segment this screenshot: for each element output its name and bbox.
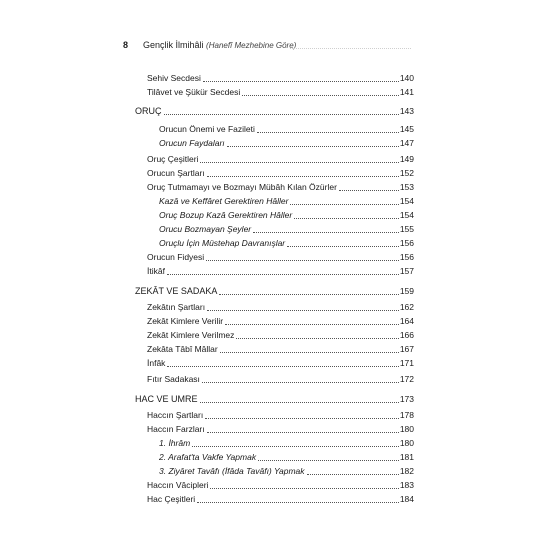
- book-title: Gençlik İlmihâli: [143, 40, 204, 50]
- dot-leader: [205, 418, 399, 419]
- dot-leader: [242, 95, 399, 96]
- toc-entry-page: 184: [399, 494, 414, 504]
- toc-entry-page: 149: [399, 154, 414, 164]
- toc-entry-page: 155: [399, 224, 414, 234]
- toc-entry: [159, 237, 414, 249]
- toc-entry-page: 147: [399, 138, 414, 148]
- dot-leader: [207, 176, 399, 177]
- toc-entry-page: 159: [399, 286, 414, 296]
- toc-entry-page: 173: [399, 394, 414, 404]
- toc-entry: [147, 493, 414, 505]
- toc-entry-label: Orucu Bozmayan Şeyler: [159, 224, 252, 234]
- toc-entry-label: Fıtır Sadakası: [147, 374, 200, 384]
- toc-entry: [159, 223, 414, 235]
- dot-leader: [207, 310, 399, 311]
- dot-leader: [287, 246, 399, 247]
- toc-entry-label: Haccın Vâcipleri: [147, 480, 209, 490]
- toc-entry: [159, 195, 414, 207]
- toc-entry-page: 183: [399, 480, 414, 490]
- toc-entry: [147, 167, 414, 179]
- dot-leader: [202, 382, 399, 383]
- dot-leader: [219, 294, 398, 295]
- toc-entry: [147, 315, 414, 327]
- toc-entry-label: Zekât Kimlere Verilir: [147, 316, 224, 326]
- dot-leader: [290, 204, 398, 205]
- toc-entry-label: Oruç Tutmamayı ve Bozmayı Mübâh Kılan Özürler: [147, 182, 337, 192]
- toc-entry-label: Tilâvet ve Şükür Secdesi: [147, 87, 241, 97]
- toc-entry: [159, 209, 414, 221]
- toc-entry-page: 181: [399, 452, 414, 462]
- toc-entry-label: Zekât Kimlere Verilmez: [147, 330, 235, 340]
- toc-entry-page: 143: [399, 106, 414, 116]
- toc-entry-label: Hac Çeşitleri: [147, 494, 196, 504]
- toc-entry-label: Sehiv Secdesi: [147, 73, 201, 83]
- dot-leader: [236, 338, 398, 339]
- dot-leader: [227, 146, 399, 147]
- toc-entry-label: ORUÇ: [135, 106, 162, 116]
- toc-entry-page: 157: [399, 266, 414, 276]
- toc-entry-page: 166: [399, 330, 414, 340]
- dot-leader: [258, 460, 399, 461]
- dot-leader: [225, 324, 399, 325]
- toc-entry-label: Haccın Farzları: [147, 424, 205, 434]
- toc-entry: [159, 451, 414, 463]
- dot-leader: [197, 502, 399, 503]
- toc-entry: [159, 465, 414, 477]
- dot-leader: [339, 190, 399, 191]
- toc-entry-label: Oruç Bozup Kazâ Gerektiren Hâller: [159, 210, 293, 220]
- dot-leader: [207, 432, 399, 433]
- toc-entry-page: 162: [399, 302, 414, 312]
- dot-leader: [167, 274, 399, 275]
- toc-entry-page: 154: [399, 210, 414, 220]
- dot-leader: [307, 474, 399, 475]
- toc-entry-page: 164: [399, 316, 414, 326]
- toc-entry: [147, 479, 414, 491]
- toc-entry: [147, 357, 414, 369]
- toc-entry: [147, 153, 414, 165]
- dot-leader: [220, 352, 399, 353]
- toc-entry-page: 180: [399, 424, 414, 434]
- toc-entry-page: 180: [399, 438, 414, 448]
- toc-entry-label: Oruç Çeşitleri: [147, 154, 199, 164]
- toc-entry: [147, 265, 414, 277]
- toc-entry-label: Haccın Şartları: [147, 410, 204, 420]
- toc-entry: [135, 105, 414, 117]
- toc-entry: [147, 86, 414, 98]
- toc-entry: [147, 72, 414, 84]
- toc-entry: [147, 301, 414, 313]
- toc-entry: [159, 137, 414, 149]
- dot-leader: [164, 114, 399, 115]
- toc-entry-page: 154: [399, 196, 414, 206]
- toc-entry: [147, 181, 414, 193]
- toc-entry-label: Zekâta Tâbî Mâllar: [147, 344, 218, 354]
- dot-leader: [200, 162, 398, 163]
- toc-entry-page: 156: [399, 238, 414, 248]
- dot-leader: [192, 446, 399, 447]
- toc-entry: [147, 329, 414, 341]
- toc-entry-label: Zekâtın Şartları: [147, 302, 206, 312]
- page-number: 8: [123, 40, 129, 50]
- toc-entry-page: 182: [399, 466, 414, 476]
- toc-entry: [159, 123, 414, 135]
- toc-entry-label: Kazâ ve Keffâret Gerektiren Hâller: [159, 196, 289, 206]
- toc-entry: [147, 373, 414, 385]
- toc-entry: [147, 251, 414, 263]
- toc-entry-label: Orucun Fidyesi: [147, 252, 205, 262]
- dot-leader: [210, 488, 398, 489]
- toc-entry-page: 167: [399, 344, 414, 354]
- toc-entry: [135, 285, 414, 297]
- dot-leader: [257, 132, 399, 133]
- dot-leader: [206, 260, 399, 261]
- toc-entry-label: HAC VE UMRE: [135, 394, 198, 404]
- toc-entry-label: Orucun Önemi ve Fazileti: [159, 124, 255, 134]
- toc-entry-page: 171: [399, 358, 414, 368]
- toc-entry-label: 3. Ziyâret Tavâfı (İfâda Tavâfı) Yapmak: [159, 466, 305, 476]
- toc-entry: [147, 343, 414, 355]
- dot-leader: [200, 402, 399, 403]
- toc-entry-page: 140: [399, 73, 414, 83]
- dot-leader: [203, 81, 399, 82]
- toc-entry-label: İnfâk: [147, 358, 166, 368]
- toc-entry: [147, 409, 414, 421]
- toc-entry-label: İtikâf: [147, 266, 165, 276]
- toc-entry-page: 145: [399, 124, 414, 134]
- toc-entry-page: 141: [399, 87, 414, 97]
- toc-entry-page: 153: [399, 182, 414, 192]
- toc-entry-page: 156: [399, 252, 414, 262]
- dot-leader: [253, 232, 399, 233]
- toc-entry-label: Orucun Şartları: [147, 168, 205, 178]
- toc-entry: [147, 423, 414, 435]
- book-subtitle: (Hanefî Mezhebine Göre): [206, 41, 297, 50]
- toc-entry-label: ZEKÂT VE SADAKA: [135, 286, 218, 296]
- dot-leader: [294, 218, 399, 219]
- toc-entry-label: Oruçlu İçin Müstehap Davranışlar: [159, 238, 286, 248]
- toc-entry: [135, 393, 414, 405]
- toc-entry-page: 178: [399, 410, 414, 420]
- toc-entry: [159, 437, 414, 449]
- toc-entry-page: 152: [399, 168, 414, 178]
- toc-entry-label: 2. Arafat'ta Vakfe Yapmak: [159, 452, 257, 462]
- toc-entry-page: 172: [399, 374, 414, 384]
- dot-leader: [167, 366, 398, 367]
- toc-entry-label: Orucun Faydaları: [159, 138, 225, 148]
- toc-entry-label: 1. İhrâm: [159, 438, 191, 448]
